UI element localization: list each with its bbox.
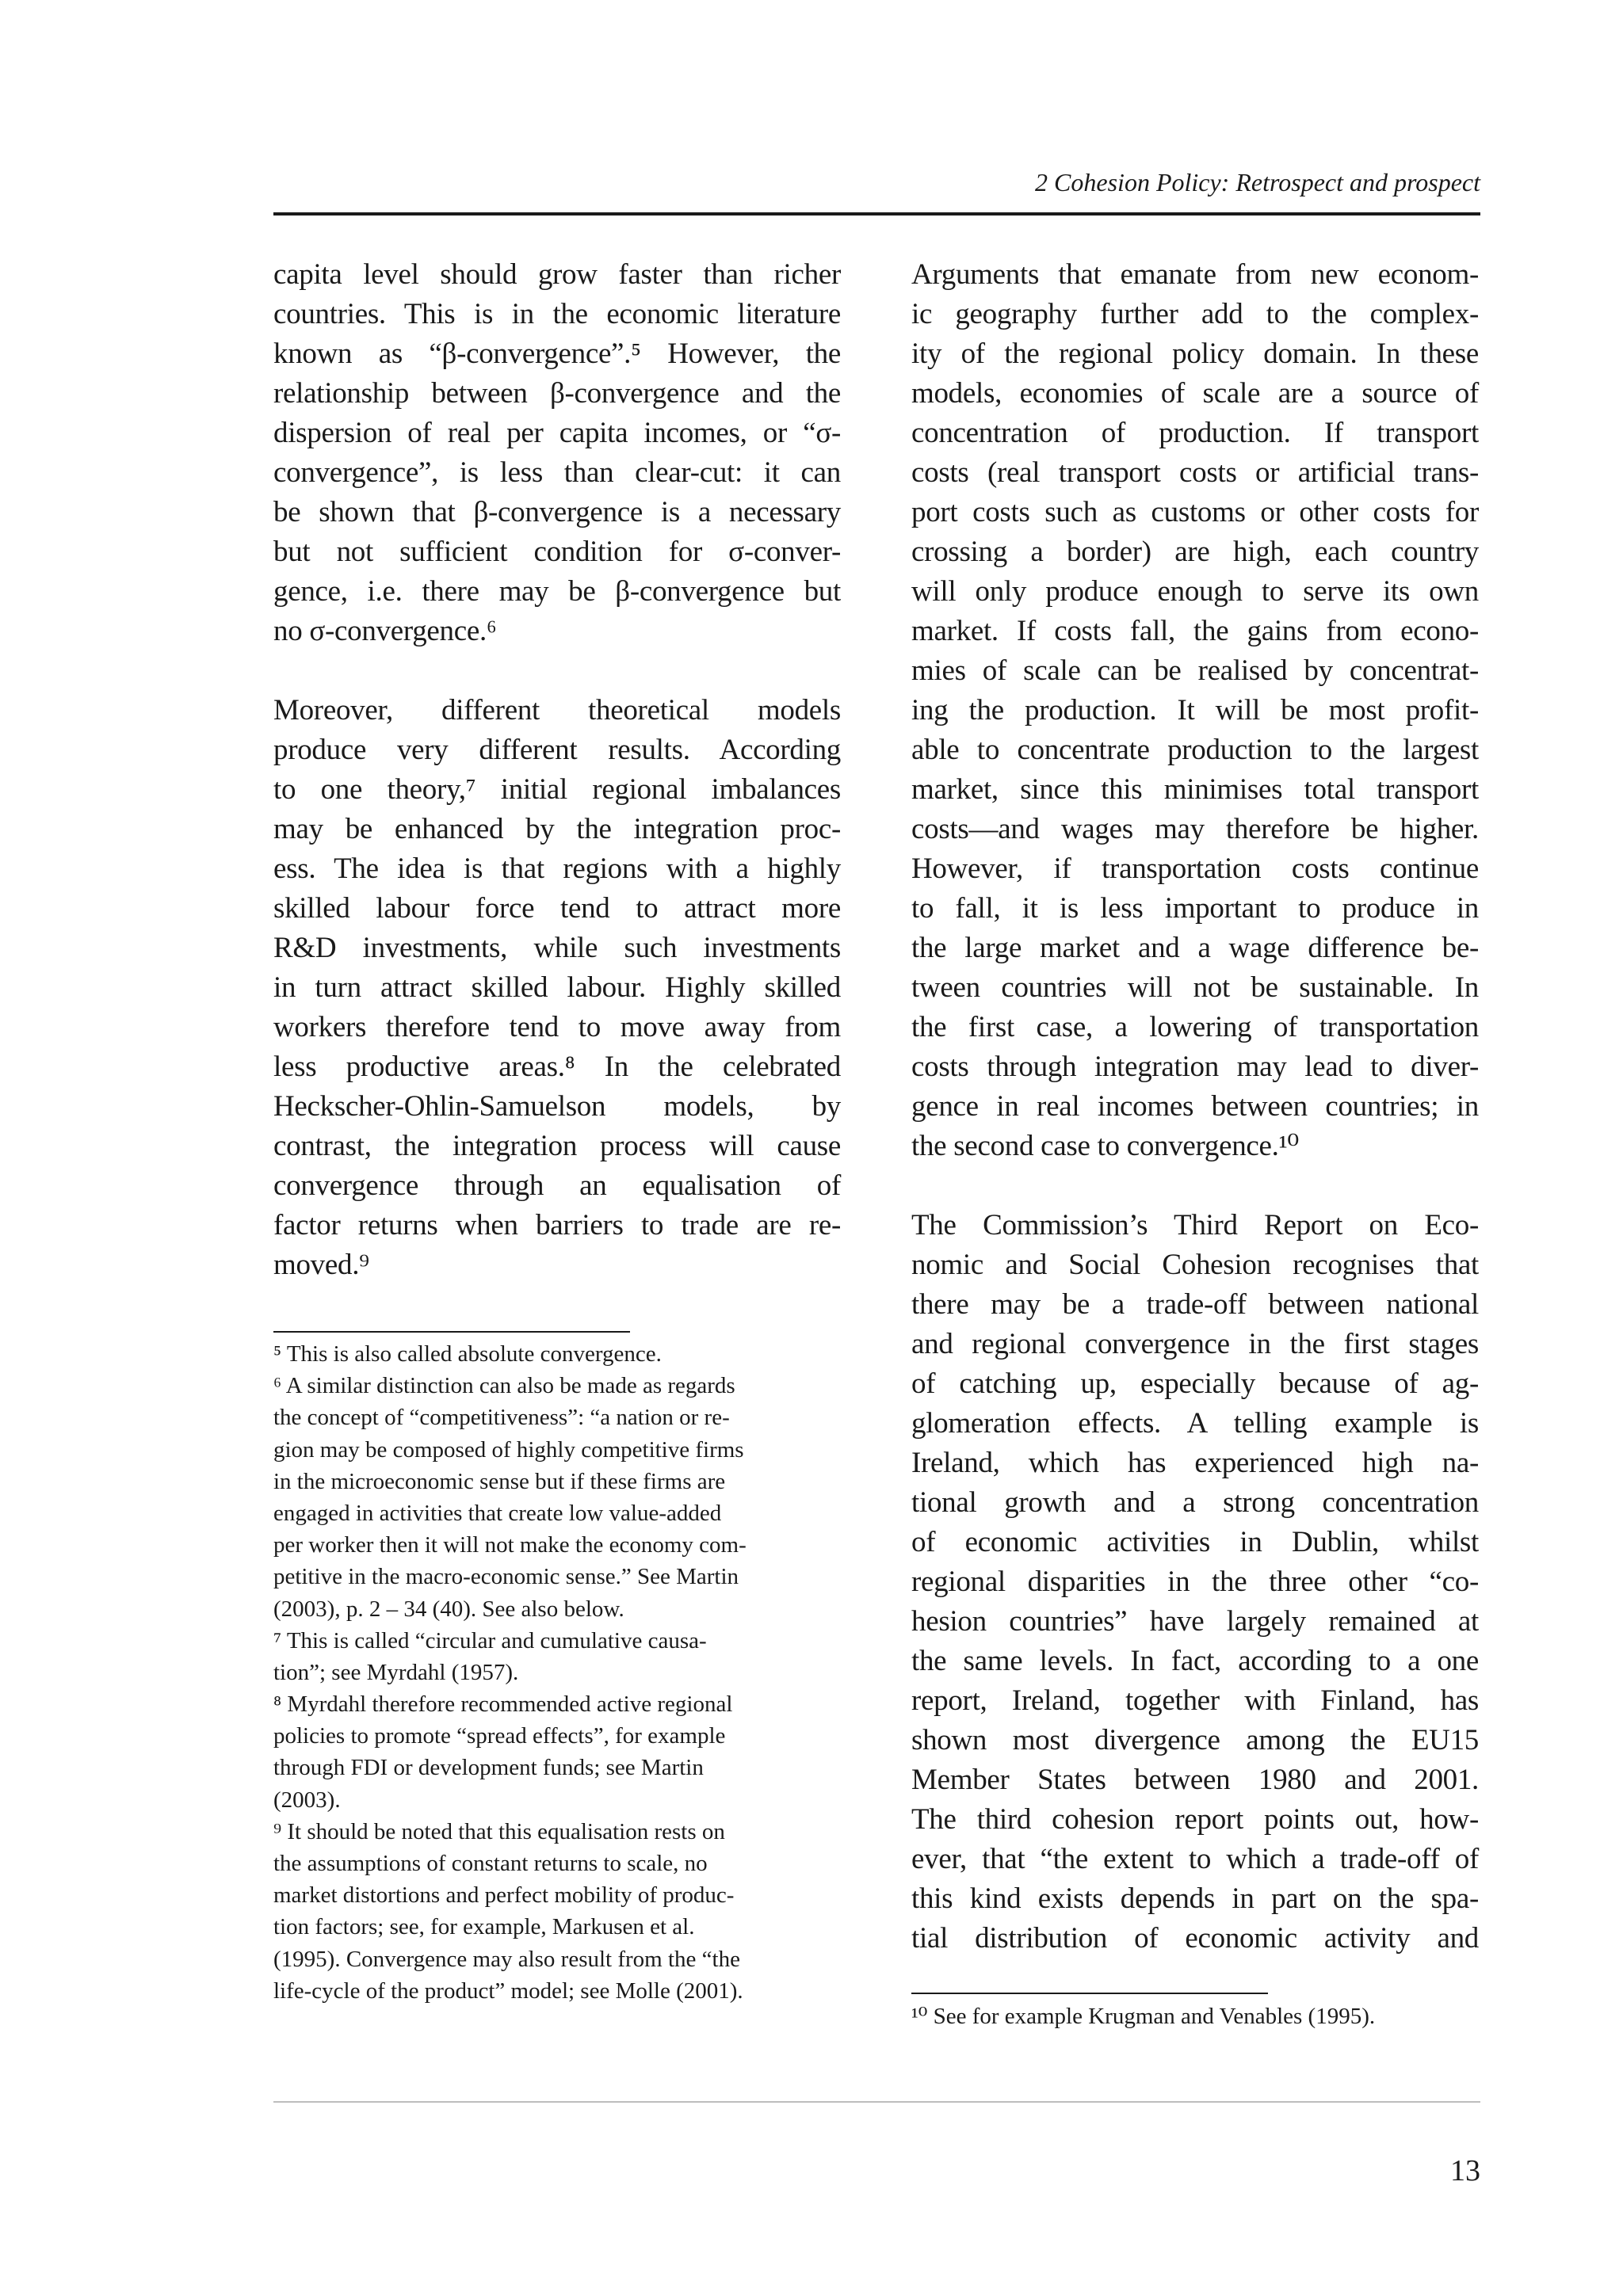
text-line: be shown that β-convergence is a necessary <box>273 496 841 528</box>
text-line: The third cohesion report points out, how- <box>911 1803 1479 1836</box>
footnotes-left <box>273 1338 860 2007</box>
footnote-separator-right <box>911 1993 1268 1994</box>
text-line: no σ-convergence.⁶ <box>273 615 497 647</box>
right-column <box>911 255 1479 1998</box>
footnote-line: ⁶ A similar distinction can also be made as regards <box>273 1373 735 1399</box>
text-line: regional disparities in the three other “co- <box>911 1566 1479 1598</box>
text-line: However, if transportation costs continue <box>911 852 1479 885</box>
running-header: 2 Cohesion Policy: Retrospect and prospect <box>1035 168 1480 196</box>
text-line: able to concentrate production to the largest <box>911 734 1479 766</box>
footnote-line: the assumptions of constant returns to scale, no <box>273 1851 708 1876</box>
text-line: Moreover, different theoretical models <box>273 694 841 727</box>
footnote-separator-left <box>273 1331 630 1333</box>
paragraph <box>273 255 841 651</box>
text-line: crossing a border) are high, each country <box>911 536 1479 568</box>
text-line: the first case, a lowering of transportation <box>911 1011 1479 1043</box>
text-line: skilled labour force tend to attract more <box>273 892 841 925</box>
text-line: tional growth and a strong concentration <box>911 1486 1479 1519</box>
text-line: The Commission’s Third Report on Eco- <box>911 1209 1479 1241</box>
footnote-line: ⁸ Myrdahl therefore recommended active regional <box>273 1691 733 1718</box>
text-line: convergence through an equalisation of <box>273 1169 841 1202</box>
paragraph <box>911 255 1479 1166</box>
text-line: moved.⁹ <box>273 1249 369 1281</box>
text-line: factor returns when barriers to trade are re- <box>273 1209 841 1241</box>
text-line: costs (real transport costs or artificial trans- <box>911 456 1479 489</box>
text-line: report, Ireland, together with Finland, has <box>911 1684 1479 1717</box>
text-line: hesion countries” have largely remained at <box>911 1605 1479 1638</box>
text-line: Arguments that emanate from new econom- <box>911 258 1479 291</box>
text-line: this kind exists depends in part on the spa- <box>911 1882 1479 1915</box>
text-line: nomic and Social Cohesion recognises that <box>911 1249 1479 1281</box>
text-line: will only produce enough to serve its own <box>911 575 1479 608</box>
text-line: convergence”, is less than clear-cut: it can <box>273 456 841 489</box>
text-line: less productive areas.⁸ In the celebrated <box>273 1051 841 1083</box>
text-line: known as “β-convergence”.⁵ However, the <box>273 338 841 370</box>
footnote-line: (2003). <box>273 1787 341 1813</box>
text-line: Ireland, which has experienced high na- <box>911 1447 1479 1479</box>
text-line: ess. The idea is that regions with a highly <box>273 852 841 885</box>
paragraph <box>273 691 841 1285</box>
page-number: 13 <box>1450 2154 1480 2187</box>
footnote-line: ⁹ It should be noted that this equalisation rests on <box>273 1818 725 1844</box>
footnote-line: per worker then it will not make the economy com- <box>273 1532 747 1558</box>
text-line: tial distribution of economic activity and <box>911 1922 1479 1955</box>
text-line: produce very different results. According <box>273 734 841 766</box>
text-line: in turn attract skilled labour. Highly skilled <box>273 971 841 1004</box>
text-line: Heckscher-Ohlin-Samuelson models, by <box>273 1090 841 1123</box>
footnote-line: in the microeconomic sense but if these firms are <box>273 1468 726 1494</box>
footnote-line: ¹⁰ See for example Krugman and Venables (1995). <box>911 2004 1376 2029</box>
text-line: ic geography further add to the complex- <box>911 298 1479 330</box>
text-line: but not sufficient condition for σ-conver- <box>273 536 841 568</box>
text-line: R&D investments, while such investments <box>273 932 841 964</box>
text-line: ity of the regional policy domain. In these <box>911 338 1479 370</box>
text-line: workers therefore tend to move away from <box>273 1011 841 1043</box>
footnote-line: (1995). Convergence may also result from the “the <box>273 1946 740 1972</box>
text-line: concentration of production. If transport <box>911 417 1479 449</box>
footnote-line: ⁷ This is called “circular and cumulative causa- <box>273 1627 707 1653</box>
footnotes-right <box>911 2000 1498 2032</box>
footnote-line: tion factors; see, for example, Markusen et al. <box>273 1914 695 1940</box>
text-line: Member States between 1980 and 2001. <box>911 1764 1479 1796</box>
text-line: port costs such as customs or other costs for <box>911 496 1479 528</box>
text-line: dispersion of real per capita incomes, or “σ- <box>273 417 841 449</box>
header-rule <box>273 212 1480 215</box>
paragraph <box>911 1206 1479 1958</box>
text-line: countries. This is in the economic literature <box>273 298 841 330</box>
footnote-line: petitive in the macro-economic sense.” See Martin <box>273 1564 739 1590</box>
text-line: gence in real incomes between countries; in <box>911 1090 1479 1123</box>
footnote-line: market distortions and perfect mobility of produc- <box>273 1882 735 1909</box>
text-line: gence, i.e. there may be β-convergence but <box>273 575 841 608</box>
text-line: capita level should grow faster than richer <box>273 258 841 291</box>
text-line: tween countries will not be sustainable. In <box>911 971 1479 1004</box>
footnote-line: the concept of “competitiveness”: “a nation or re- <box>273 1405 730 1431</box>
left-column <box>273 255 841 1325</box>
text-line: to one theory,⁷ initial regional imbalances <box>273 773 841 806</box>
text-line: there may be a trade-off between national <box>911 1288 1479 1321</box>
text-line: the same levels. In fact, according to a one <box>911 1645 1479 1677</box>
text-line: of catching up, especially because of ag- <box>911 1367 1479 1400</box>
text-line: the second case to convergence.¹⁰ <box>911 1130 1299 1162</box>
footnote-line: life-cycle of the product” model; see Molle (2001). <box>273 1978 743 2004</box>
text-line: costs through integration may lead to diver- <box>911 1051 1479 1083</box>
text-line: models, economies of scale are a source of <box>911 377 1479 410</box>
footnote-line: through FDI or development funds; see Martin <box>273 1755 704 1781</box>
text-line: market, since this minimises total transport <box>911 773 1479 806</box>
text-line: costs—and wages may therefore be higher. <box>911 813 1479 845</box>
text-line: may be enhanced by the integration proc- <box>273 813 841 845</box>
footnote-line: ⁵ This is also called absolute convergence. <box>273 1341 662 1367</box>
text-line: mies of scale can be realised by concentrat- <box>911 654 1479 687</box>
text-line: and regional convergence in the first stages <box>911 1328 1479 1360</box>
footnote-line: policies to promote “spread effects”, for example <box>273 1723 726 1749</box>
footnote-line: tion”; see Myrdahl (1957). <box>273 1659 519 1685</box>
text-line: contrast, the integration process will cause <box>273 1130 841 1162</box>
text-line: market. If costs fall, the gains from econo- <box>911 615 1479 647</box>
text-line: shown most divergence among the EU15 <box>911 1724 1479 1756</box>
text-line: to fall, it is less important to produce in <box>911 892 1479 925</box>
text-line: ever, that “the extent to which a trade-off of <box>911 1843 1479 1875</box>
footnote-line: engaged in activities that create low value-added <box>273 1500 722 1526</box>
footnote-line: gion may be composed of highly competitive firms <box>273 1436 744 1463</box>
footnote-line: (2003), p. 2 – 34 (40). See also below. <box>273 1596 624 1622</box>
text-line: of economic activities in Dublin, whilst <box>911 1526 1479 1558</box>
text-line: the large market and a wage difference be- <box>911 932 1479 964</box>
text-line: relationship between β-convergence and the <box>273 377 841 410</box>
text-line: ing the production. It will be most profit- <box>911 694 1479 727</box>
footer-rule <box>273 2101 1480 2103</box>
text-line: glomeration effects. A telling example is <box>911 1407 1479 1440</box>
